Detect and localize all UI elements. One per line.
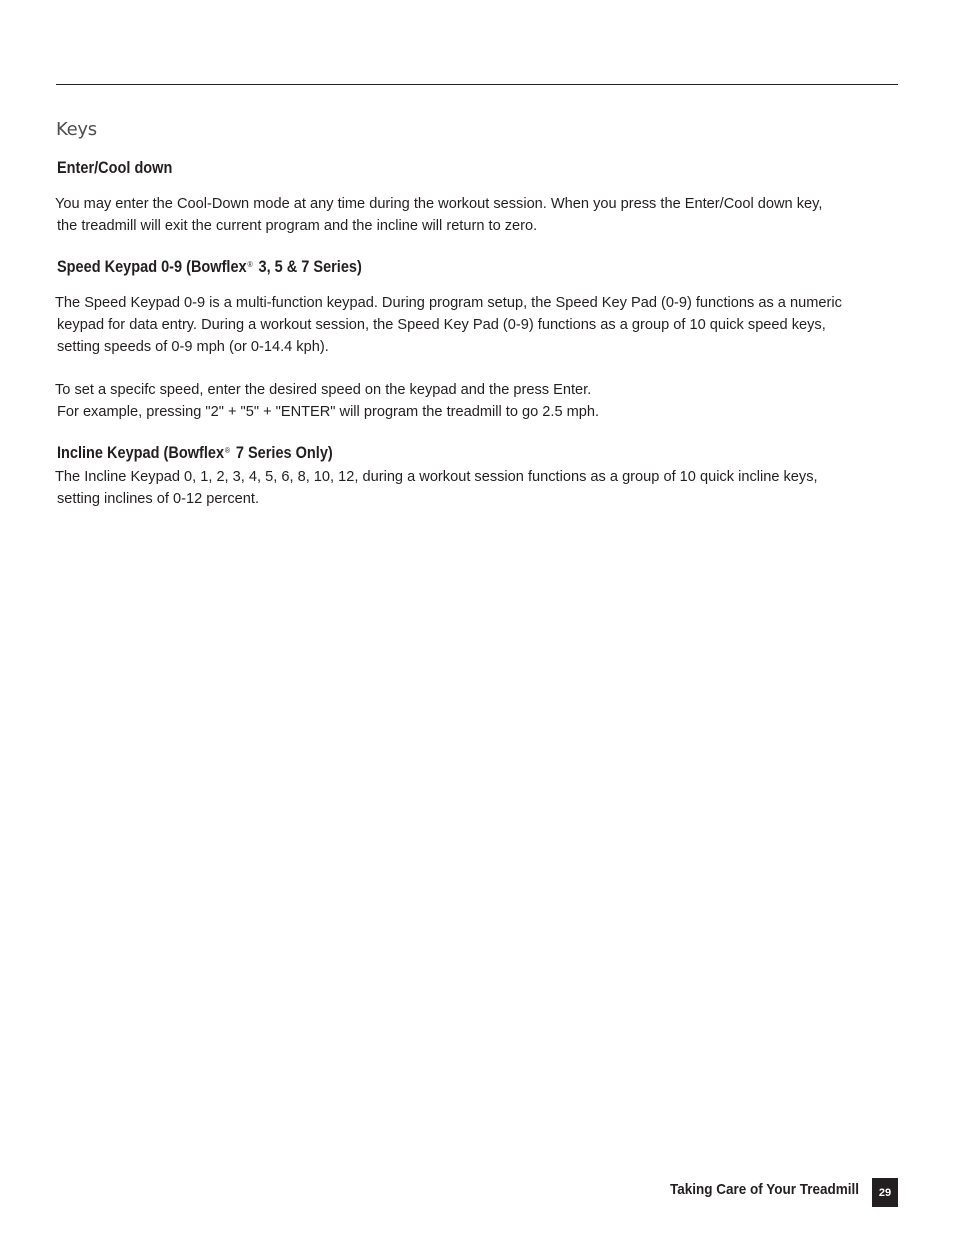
enter-cool-down-heading: Enter/Cool down bbox=[57, 159, 173, 177]
paragraph-line: For example, pressing "2" + "5" + "ENTER" will program the treadmill to go 2.5 mph. bbox=[57, 404, 600, 420]
speed-keypad-heading-text: Speed Keypad 0-9 (Bowflex bbox=[57, 258, 247, 276]
registered-mark: ® bbox=[247, 260, 253, 269]
registered-mark: ® bbox=[224, 446, 231, 455]
paragraph-line: setting inclines of 0-12 percent. bbox=[57, 491, 259, 507]
paragraph-line: setting speeds of 0-9 mph (or 0-14.4 kph). bbox=[57, 339, 329, 355]
section-title: Keys bbox=[56, 119, 97, 140]
footer-section-label: Taking Care of Your Treadmill bbox=[669, 1181, 859, 1198]
page-number: 29 bbox=[872, 1178, 898, 1207]
paragraph-line: the treadmill will exit the current program and the incline will return to zero. bbox=[57, 218, 538, 234]
incline-keypad-heading bbox=[57, 444, 333, 463]
header-rule bbox=[56, 84, 898, 85]
paragraph-line: keypad for data entry. During a workout session, the Speed Key Pad (0-9) functions as a group of 10 quick speed keys, bbox=[57, 317, 826, 333]
paragraph-line: The Incline Keypad 0, 1, 2, 3, 4, 5, 6, 8, 10, 12, during a workout session functions as a group of 10 quick incline keys, bbox=[55, 469, 818, 485]
speed-example-paragraph bbox=[55, 379, 905, 423]
paragraph-line: To set a specifc speed, enter the desired speed on the keypad and the press Enter. bbox=[55, 382, 592, 398]
incline-keypad-heading-text: Incline Keypad (Bowflex bbox=[57, 444, 225, 462]
enter-cool-down-paragraph bbox=[55, 193, 905, 237]
speed-keypad-heading-series: 3, 5 & 7 Series) bbox=[254, 258, 362, 276]
speed-keypad-heading bbox=[57, 258, 362, 277]
paragraph-line: The Speed Keypad 0-9 is a multi-function keypad. During program setup, the Speed Key Pad (0-9) functions as a numeric bbox=[55, 295, 842, 311]
incline-keypad-paragraph bbox=[55, 466, 905, 510]
speed-keypad-paragraph bbox=[55, 292, 905, 358]
incline-keypad-heading-series: 7 Series Only) bbox=[231, 444, 333, 462]
paragraph-line: You may enter the Cool-Down mode at any time during the workout session. When you press the Enter/Cool down key, bbox=[55, 196, 823, 212]
